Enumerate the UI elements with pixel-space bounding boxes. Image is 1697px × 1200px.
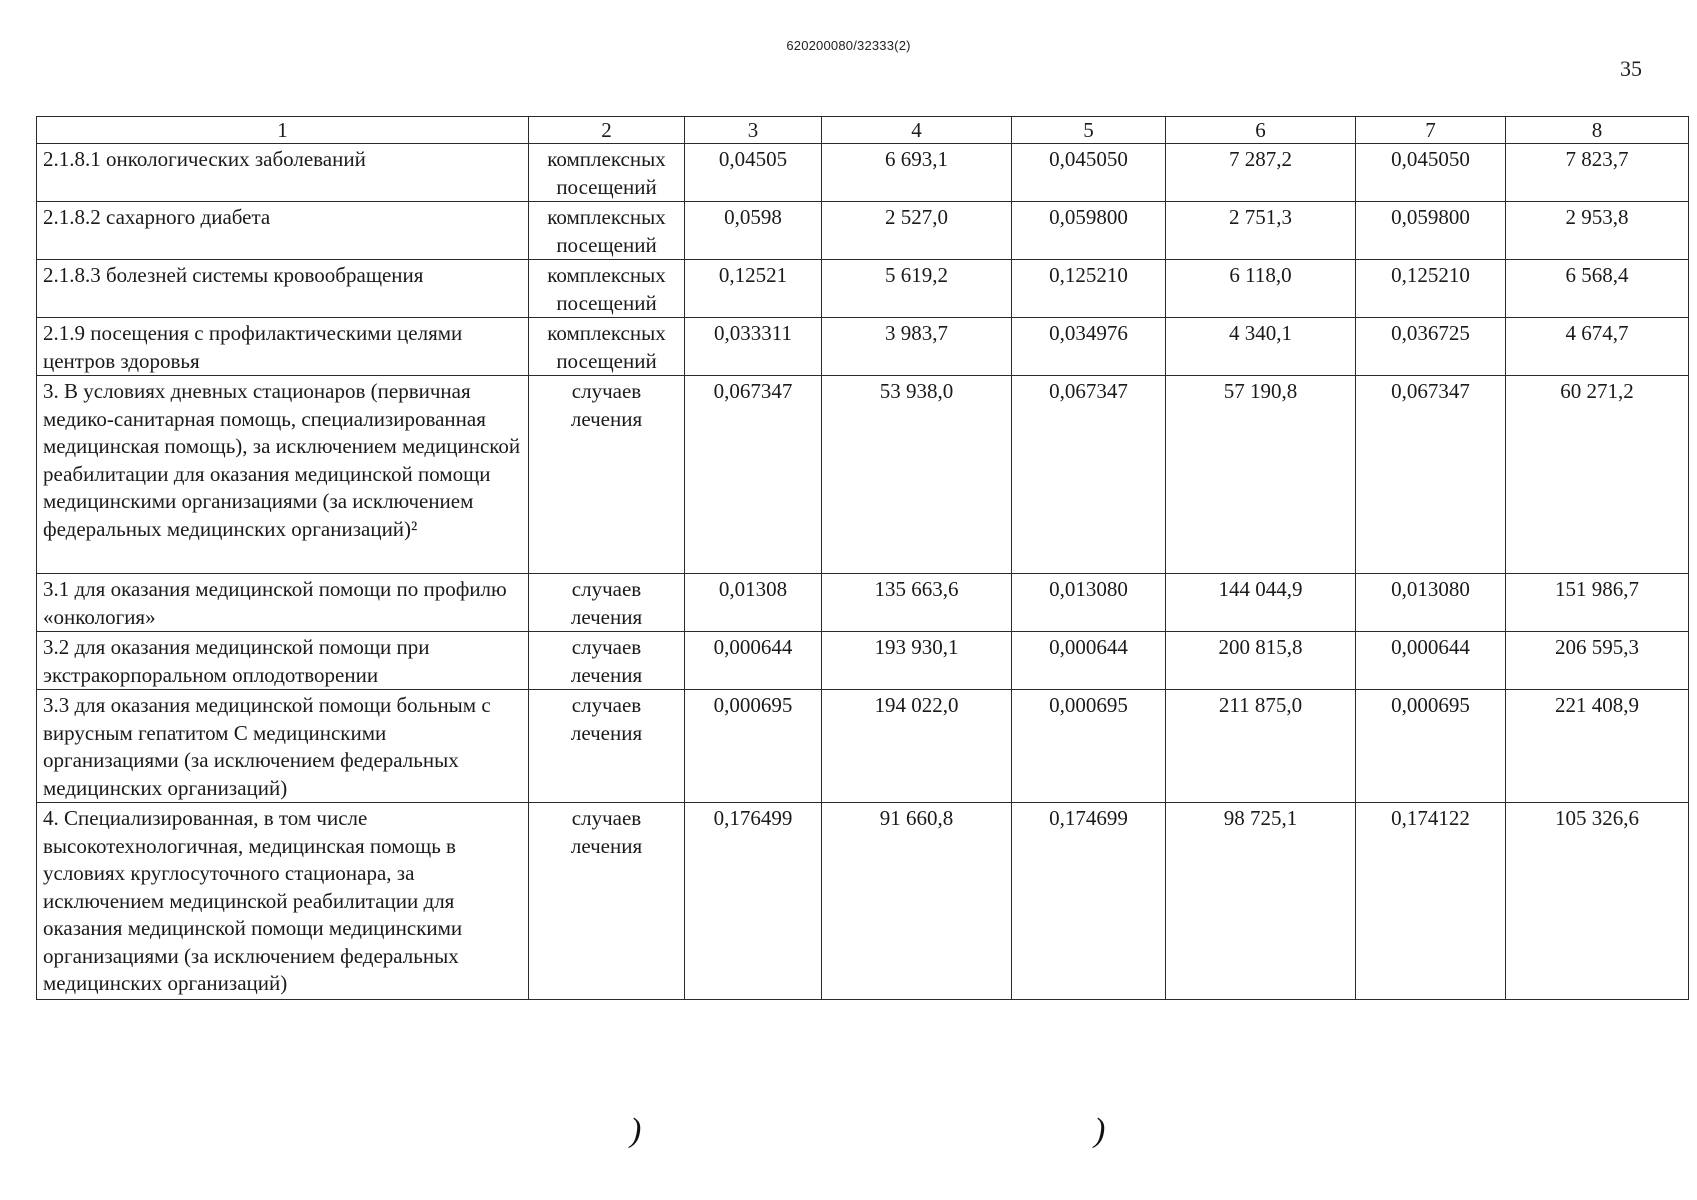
cell-value: 98 725,1 <box>1166 803 1356 1000</box>
cell-value: 4 674,7 <box>1506 318 1689 376</box>
cell-value: 105 326,6 <box>1506 803 1689 1000</box>
table-row <box>37 803 1689 1000</box>
doc-code: 620200080/32333(2) <box>786 38 911 53</box>
cell-value: 151 986,7 <box>1506 574 1689 632</box>
cell-value: 0,059800 <box>1356 202 1506 260</box>
table-row <box>37 144 1689 202</box>
cell-value: 211 875,0 <box>1166 690 1356 803</box>
cell-value: 0,000644 <box>1356 632 1506 690</box>
cell-value: 0,000695 <box>1012 690 1166 803</box>
cell-value: 0,12521 <box>685 260 822 318</box>
cell-value: 0,067347 <box>1356 376 1506 574</box>
row-unit: случаев лечения <box>529 690 685 803</box>
row-unit: случаев лечения <box>529 376 685 574</box>
table-row <box>37 632 1689 690</box>
cell-value: 0,176499 <box>685 803 822 1000</box>
row-name: 2.1.8.1 онкологических заболеваний <box>37 144 529 202</box>
row-unit: комплексных посещений <box>529 260 685 318</box>
cell-value: 4 340,1 <box>1166 318 1356 376</box>
cell-value: 135 663,6 <box>822 574 1012 632</box>
row-unit: случаев лечения <box>529 632 685 690</box>
cell-value: 206 595,3 <box>1506 632 1689 690</box>
col-header: 3 <box>685 117 822 144</box>
cell-value: 2 953,8 <box>1506 202 1689 260</box>
cell-value: 57 190,8 <box>1166 376 1356 574</box>
data-table <box>36 116 1689 1000</box>
table-row <box>37 318 1689 376</box>
cell-value: 0,013080 <box>1356 574 1506 632</box>
table-row <box>37 574 1689 632</box>
row-name: 2.1.8.2 сахарного диабета <box>37 202 529 260</box>
cell-value: 6 568,4 <box>1506 260 1689 318</box>
table-container <box>36 116 1688 1000</box>
signature-mark-left: ) <box>630 1112 642 1149</box>
cell-value: 0,033311 <box>685 318 822 376</box>
cell-value: 0,125210 <box>1356 260 1506 318</box>
cell-value: 0,000695 <box>1356 690 1506 803</box>
cell-value: 0,034976 <box>1012 318 1166 376</box>
cell-value: 0,125210 <box>1012 260 1166 318</box>
cell-value: 0,059800 <box>1012 202 1166 260</box>
cell-value: 0,000644 <box>1012 632 1166 690</box>
table-row <box>37 260 1689 318</box>
row-unit: комплексных посещений <box>529 202 685 260</box>
signature-mark-right: ) <box>1094 1112 1106 1149</box>
col-header: 4 <box>822 117 1012 144</box>
row-name: 2.1.8.3 болезней системы кровообращения <box>37 260 529 318</box>
cell-value: 6 693,1 <box>822 144 1012 202</box>
cell-value: 53 938,0 <box>822 376 1012 574</box>
cell-value: 0,067347 <box>685 376 822 574</box>
cell-value: 0,000695 <box>685 690 822 803</box>
cell-value: 0,036725 <box>1356 318 1506 376</box>
cell-value: 7 823,7 <box>1506 144 1689 202</box>
row-name: 3.2 для оказания медицинской помощи при экстракорпоральном оплодотворении <box>37 632 529 690</box>
row-name: 3.3 для оказания медицинской помощи больным с вирусным гепатитом С медицинскими организациями (за исключением федеральных медицинских организаций) <box>37 690 529 803</box>
col-header: 5 <box>1012 117 1166 144</box>
col-header: 7 <box>1356 117 1506 144</box>
row-name: 4. Специализированная, в том числе высокотехнологичная, медицинская помощь в условиях круглосуточного стационара, за исключением медицинской реабилитации для оказания медицинской помощи медицинскими организациями (за исключением федеральных медицинских организаций) <box>37 803 529 1000</box>
cell-value: 60 271,2 <box>1506 376 1689 574</box>
row-unit: случаев лечения <box>529 803 685 1000</box>
row-name: 3.1 для оказания медицинской помощи по профилю «онкология» <box>37 574 529 632</box>
cell-value: 193 930,1 <box>822 632 1012 690</box>
cell-value: 3 983,7 <box>822 318 1012 376</box>
cell-value: 0,174122 <box>1356 803 1506 1000</box>
cell-value: 91 660,8 <box>822 803 1012 1000</box>
table-row <box>37 376 1689 574</box>
table-row <box>37 202 1689 260</box>
cell-value: 221 408,9 <box>1506 690 1689 803</box>
cell-value: 0,0598 <box>685 202 822 260</box>
cell-value: 0,01308 <box>685 574 822 632</box>
cell-value: 194 022,0 <box>822 690 1012 803</box>
cell-value: 0,045050 <box>1012 144 1166 202</box>
cell-value: 5 619,2 <box>822 260 1012 318</box>
col-header: 8 <box>1506 117 1689 144</box>
cell-value: 0,04505 <box>685 144 822 202</box>
row-name: 3. В условиях дневных стационаров (первичная медико-санитарная помощь, специализированная медицинская помощь), за исключением медицинской реабилитации для оказания медицинской помощи медицинскими организациями (за исключением федеральных медицинских организаций)² <box>37 376 529 574</box>
cell-value: 2 751,3 <box>1166 202 1356 260</box>
cell-value: 2 527,0 <box>822 202 1012 260</box>
page-number: 35 <box>1620 56 1642 81</box>
table-row <box>37 690 1689 803</box>
cell-value: 0,174699 <box>1012 803 1166 1000</box>
cell-value: 7 287,2 <box>1166 144 1356 202</box>
cell-value: 0,000644 <box>685 632 822 690</box>
cell-value: 144 044,9 <box>1166 574 1356 632</box>
col-header: 1 <box>37 117 529 144</box>
header-row <box>37 117 1689 144</box>
cell-value: 0,013080 <box>1012 574 1166 632</box>
row-unit: случаев лечения <box>529 574 685 632</box>
row-unit: комплексных посещений <box>529 318 685 376</box>
row-unit: комплексных посещений <box>529 144 685 202</box>
cell-value: 0,045050 <box>1356 144 1506 202</box>
cell-value: 200 815,8 <box>1166 632 1356 690</box>
cell-value: 6 118,0 <box>1166 260 1356 318</box>
cell-value: 0,067347 <box>1012 376 1166 574</box>
col-header: 6 <box>1166 117 1356 144</box>
row-name: 2.1.9 посещения с профилактическими целями центров здоровья <box>37 318 529 376</box>
col-header: 2 <box>529 117 685 144</box>
